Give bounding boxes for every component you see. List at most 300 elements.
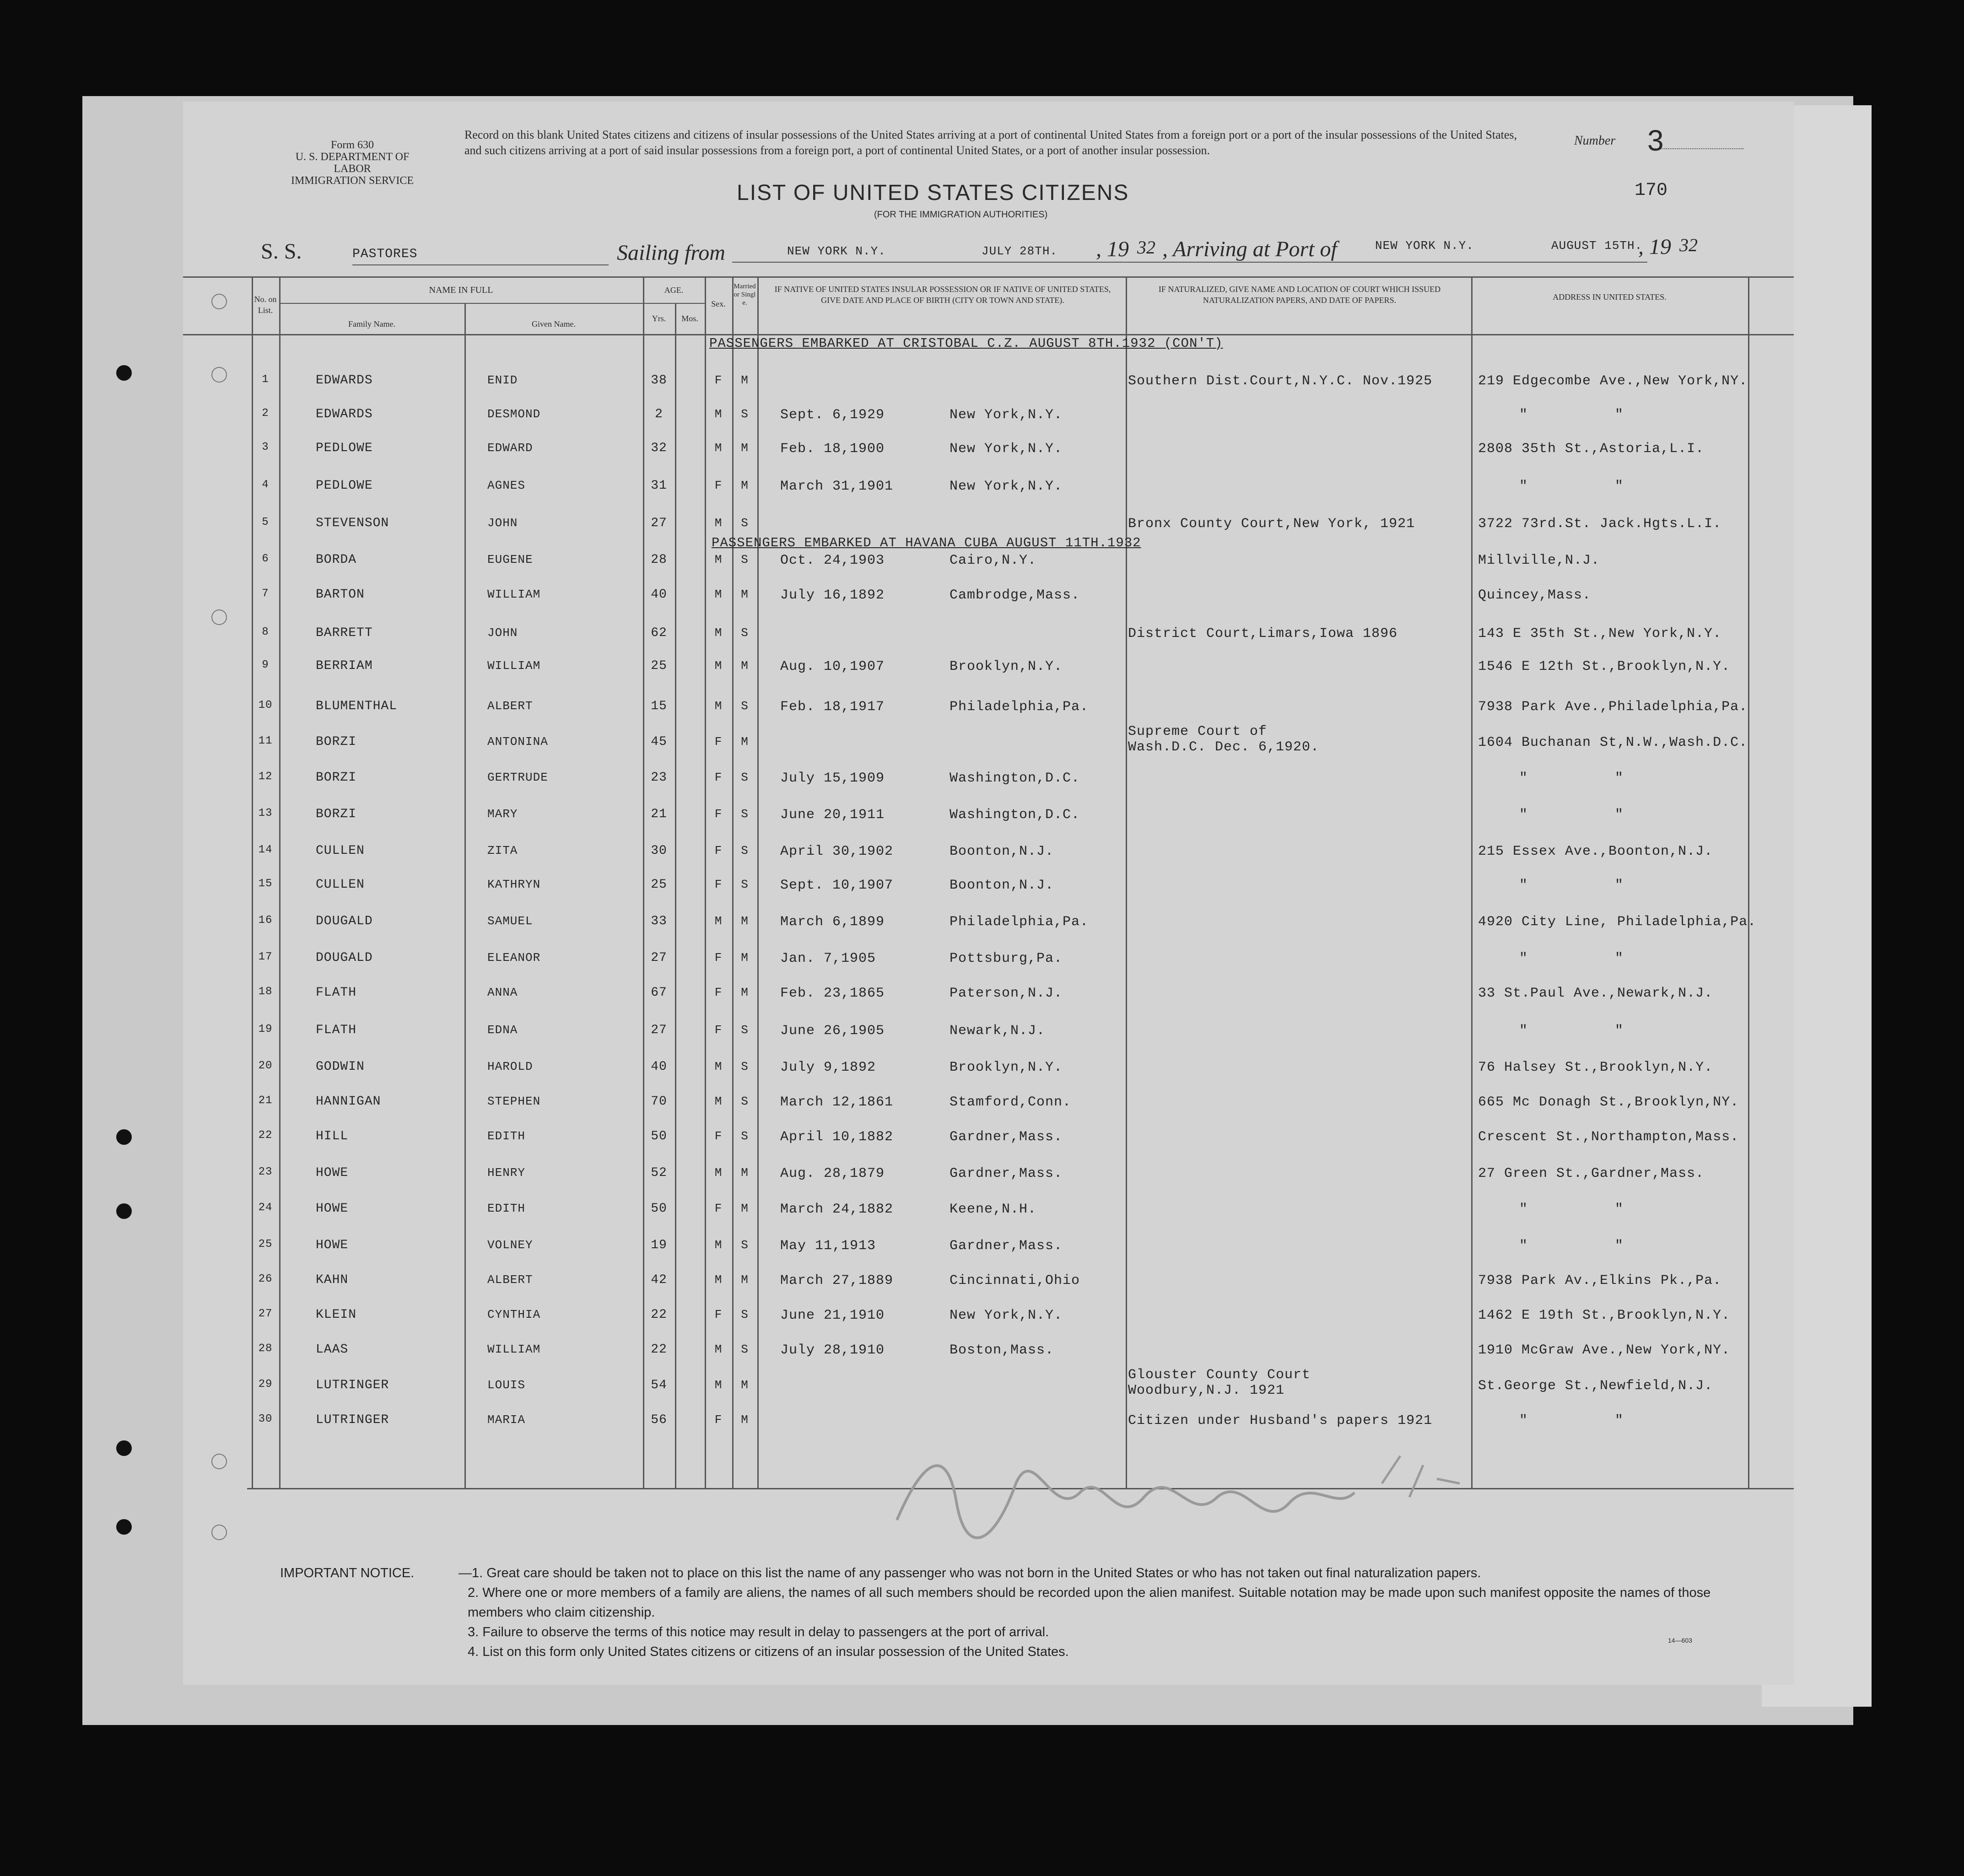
row-number: 23: [258, 1166, 273, 1178]
birth-date: Feb. 23,1865: [780, 986, 885, 1001]
birth-date: Sept. 10,1907: [780, 878, 894, 893]
row-number: 11: [258, 735, 273, 747]
age-years: 15: [651, 699, 667, 713]
col-age: AGE.: [664, 286, 684, 295]
birth-date: July 28,1910: [780, 1342, 885, 1358]
address: " ": [1519, 771, 1624, 786]
col-address: ADDRESS IN UNITED STATES.: [1553, 292, 1667, 302]
address: 1604 Buchanan St,N.W.,Wash.D.C.: [1478, 735, 1748, 750]
binder-hole: [116, 1203, 132, 1219]
marital-status: M: [741, 1166, 749, 1180]
address: Millville,N.J.: [1478, 553, 1600, 568]
marital-status: S: [741, 771, 749, 784]
family-name: CULLEN: [316, 878, 365, 892]
marital-status: M: [741, 951, 749, 965]
birth-place: Keene,N.H.: [950, 1202, 1037, 1217]
address: 215 Essex Ave.,Boonton,N.J.: [1478, 844, 1713, 859]
row-number: 27: [258, 1308, 273, 1320]
family-name: BORZI: [316, 807, 357, 821]
punch-ring: [211, 609, 227, 625]
table-row: [183, 724, 1794, 768]
punch-ring: [211, 294, 227, 309]
given-name: WILLIAM: [487, 1342, 541, 1356]
table-row: [183, 1126, 1794, 1162]
year-prefix-1: , 19: [1096, 237, 1129, 261]
marital-status: M: [741, 479, 749, 492]
table-row: [183, 512, 1794, 549]
table-row: [183, 1234, 1794, 1271]
family-name: GODWIN: [316, 1060, 365, 1074]
address: Quincey,Mass.: [1478, 588, 1592, 603]
family-name: HOWE: [316, 1202, 349, 1216]
table-row: [183, 622, 1794, 659]
address: 27 Green St.,Gardner,Mass.: [1478, 1166, 1705, 1181]
naturalization-court: District Court,Limars,Iowa 1896: [1128, 626, 1398, 642]
col-sex: Sex.: [711, 299, 726, 308]
sex: F: [714, 807, 723, 821]
sex: F: [714, 373, 723, 387]
table-row: [183, 1269, 1794, 1306]
arriving-label: , Arriving at Port of: [1162, 237, 1337, 261]
from-port: NEW YORK N.Y.: [787, 244, 886, 258]
row-number: 18: [258, 986, 273, 998]
row-number: 21: [258, 1094, 273, 1107]
naturalization-court: Glouster County Court Woodbury,N.J. 1921: [1128, 1367, 1311, 1398]
marital-status: M: [741, 1273, 749, 1287]
birth-place: New York,N.Y.: [950, 407, 1063, 423]
given-name: CYNTHIA: [487, 1308, 541, 1321]
address: 665 Mc Donagh St.,Brooklyn,NY.: [1478, 1094, 1739, 1110]
table-row: [183, 1019, 1794, 1056]
address: " ": [1519, 951, 1624, 966]
age-years: 42: [651, 1273, 667, 1287]
family-name: BORZI: [316, 735, 357, 749]
sex: M: [714, 553, 723, 566]
table-row: [183, 1339, 1794, 1375]
naturalization-court: Citizen under Husband's papers 1921: [1128, 1413, 1433, 1429]
family-name: LAAS: [316, 1342, 349, 1357]
marital-status: S: [741, 1308, 749, 1321]
sex: M: [714, 659, 723, 673]
birth-date: March 24,1882: [780, 1202, 894, 1217]
sex: F: [714, 771, 723, 784]
marital-status: M: [741, 373, 749, 387]
birth-date: Feb. 18,1917: [780, 699, 885, 715]
row-number: 1: [262, 373, 269, 386]
family-name: LUTRINGER: [316, 1413, 389, 1427]
birth-place: Washington,D.C.: [950, 807, 1080, 823]
family-name: CULLEN: [316, 844, 365, 858]
table-row: [183, 695, 1794, 732]
address: 33 St.Paul Ave.,Newark,N.J.: [1478, 986, 1713, 1001]
given-name: HAROLD: [487, 1060, 533, 1073]
birth-place: Paterson,N.J.: [950, 986, 1063, 1001]
row-number: 6: [262, 553, 269, 565]
family-name: PEDLOWE: [316, 441, 373, 455]
birth-date: April 10,1882: [780, 1129, 894, 1145]
given-name: HENRY: [487, 1166, 526, 1180]
marital-status: S: [741, 516, 749, 530]
address: 76 Halsey St.,Brooklyn,N.Y.: [1478, 1060, 1713, 1075]
family-name: BARRETT: [316, 626, 373, 640]
page-stamp: 170: [1635, 180, 1668, 201]
address: " ": [1519, 1202, 1624, 1217]
age-years: 23: [651, 771, 667, 785]
col-given-name: Given Name.: [532, 319, 576, 329]
birth-place: Philadelphia,Pa.: [950, 699, 1089, 715]
birth-date: Oct. 24,1903: [780, 553, 885, 568]
given-name: ANNA: [487, 986, 518, 999]
birth-date: Aug. 10,1907: [780, 659, 885, 674]
binder-hole: [116, 1440, 132, 1456]
binder-hole: [116, 1129, 132, 1145]
table-row: [183, 840, 1794, 877]
punch-ring: [211, 1525, 227, 1540]
address: 219 Edgecombe Ave.,New York,NY.: [1478, 373, 1748, 389]
age-years: 54: [651, 1378, 667, 1392]
age-years: 70: [651, 1094, 667, 1109]
address: " ": [1519, 479, 1624, 494]
row-number: 26: [258, 1273, 273, 1285]
sex: F: [714, 479, 723, 492]
age-years: 21: [651, 807, 667, 821]
number-value: 3: [1647, 124, 1664, 157]
to-date: AUGUST 15TH.: [1551, 239, 1643, 253]
row-number: 20: [258, 1060, 273, 1072]
age-years: 28: [651, 553, 667, 567]
form-subtitle: (FOR THE IMMIGRATION AUTHORITIES): [874, 210, 1048, 220]
sex: M: [714, 1094, 723, 1108]
table-row: [183, 1304, 1794, 1341]
given-name: EDITH: [487, 1202, 526, 1215]
birth-date: June 20,1911: [780, 807, 885, 823]
section-header-havana: PASSENGERS EMBARKED AT HAVANA CUBA AUGUST 11TH.1932: [712, 535, 1141, 550]
family-name: FLATH: [316, 986, 357, 1000]
marital-status: M: [741, 986, 749, 999]
address: 7938 Park Ave.,Philadelphia,Pa.: [1478, 699, 1748, 715]
birth-place: Pottsburg,Pa.: [950, 951, 1063, 966]
row-number: 29: [258, 1378, 273, 1391]
birth-place: Washington,D.C.: [950, 771, 1080, 786]
birth-place: Cambrodge,Mass.: [950, 588, 1080, 603]
address: 4920 City Line, Philadelphia,Pa.: [1478, 914, 1757, 930]
given-name: WILLIAM: [487, 659, 541, 673]
family-name: BORDA: [316, 553, 357, 567]
address: " ": [1519, 807, 1624, 823]
table-row: [183, 370, 1794, 406]
birth-date: June 26,1905: [780, 1023, 885, 1039]
section-header-cristobal: PASSENGERS EMBARKED AT CRISTOBAL C.Z. AUGUST 8TH.1932 (CON'T): [709, 336, 1223, 351]
sex: F: [714, 1308, 723, 1321]
table-row: [183, 1162, 1794, 1199]
notice-heading: IMPORTANT NOTICE.: [280, 1566, 415, 1580]
address: 1462 E 19th St.,Brooklyn,N.Y.: [1478, 1308, 1731, 1323]
year-1: 32: [1137, 237, 1155, 258]
given-name: ZITA: [487, 844, 518, 857]
to-port: NEW YORK N.Y.: [1375, 239, 1474, 253]
ship-underline: [352, 264, 609, 265]
col-birth: IF NATIVE OF UNITED STATES INSULAR POSSESSION OR IF NATIVE OF UNITED STATES, GIVE DATE AND PLACE OF BIRTH (CITY OR TOWN AND STATE).: [774, 285, 1111, 305]
number-underline: [1652, 147, 1743, 149]
family-name: KAHN: [316, 1273, 349, 1287]
age-years: 50: [651, 1202, 667, 1216]
col-married: Married or Single.: [734, 283, 756, 307]
given-name: JOHN: [487, 516, 518, 530]
col-family-name: Family Name.: [348, 319, 395, 329]
marital-status: S: [741, 807, 749, 821]
col-name-in-full: NAME IN FULL: [429, 285, 493, 295]
table-row: [183, 911, 1794, 947]
row-number: 28: [258, 1342, 273, 1355]
notice-item-4: 4. List on this form only United States citizens or citizens of an insular possession of the United States.: [468, 1644, 1069, 1659]
address: " ": [1519, 407, 1624, 423]
row-number: 2: [262, 407, 269, 420]
col-no: No. on List.: [254, 295, 277, 315]
given-name: VOLNEY: [487, 1238, 533, 1252]
notice-block: [280, 1563, 1744, 1662]
birth-place: Gardner,Mass.: [950, 1166, 1063, 1181]
birth-place: Newark,N.J.: [950, 1023, 1046, 1039]
naturalization-court: Bronx County Court,New York, 1921: [1128, 516, 1415, 532]
given-name: KATHRYN: [487, 878, 541, 891]
birth-date: March 27,1889: [780, 1273, 894, 1288]
family-name: DOUGALD: [316, 914, 373, 928]
subheader-rule: [279, 303, 705, 304]
punch-ring: [211, 367, 227, 383]
service: IMMIGRATION SERVICE: [291, 175, 414, 187]
naturalization-court: Supreme Court of Wash.D.C. Dec. 6,1920.: [1128, 724, 1320, 755]
form-id-block: [284, 139, 421, 187]
col-naturalized: IF NATURALIZED, GIVE NAME AND LOCATION OF COURT WHICH ISSUED NATURALIZATION PAPERS, AND DATE OF PAPERS.: [1158, 285, 1441, 305]
sex: M: [714, 1060, 723, 1073]
given-name: STEPHEN: [487, 1094, 541, 1108]
form-number: Form 630: [330, 139, 374, 151]
col-mos: Mos.: [681, 314, 698, 323]
marital-status: S: [741, 553, 749, 566]
address: 1546 E 12th St.,Brooklyn,N.Y.: [1478, 659, 1731, 674]
age-years: 22: [651, 1342, 667, 1357]
table-row: [183, 584, 1794, 620]
family-name: EDWARDS: [316, 407, 373, 421]
birth-place: New York,N.Y.: [950, 441, 1063, 457]
form-code: 14—603: [1668, 1637, 1692, 1644]
manifest-page: [183, 102, 1794, 1685]
ss-label: S. S.: [261, 239, 302, 264]
marital-status: M: [741, 441, 749, 455]
given-name: MARIA: [487, 1413, 526, 1427]
sex: M: [714, 1342, 723, 1356]
birth-date: July 15,1909: [780, 771, 885, 786]
ship-name: PASTORES: [352, 247, 418, 261]
table-row: [183, 947, 1794, 984]
marital-status: M: [741, 914, 749, 928]
marital-status: M: [741, 1413, 749, 1427]
family-name: STEVENSON: [316, 516, 389, 530]
birth-place: Brooklyn,N.Y.: [950, 659, 1063, 674]
family-name: DOUGALD: [316, 951, 373, 965]
family-name: HOWE: [316, 1166, 349, 1180]
marital-status: S: [741, 1238, 749, 1252]
sex: F: [714, 986, 723, 999]
age-years: 40: [651, 588, 667, 602]
given-name: ANTONINA: [487, 735, 548, 749]
voyage-underline: [732, 262, 1647, 263]
sex: M: [714, 914, 723, 928]
address: 1910 McGraw Ave.,New York,NY.: [1478, 1342, 1731, 1358]
address: " ": [1519, 878, 1624, 893]
given-name: WILLIAM: [487, 588, 541, 601]
family-name: BORZI: [316, 771, 357, 785]
given-name: ENID: [487, 373, 518, 387]
row-number: 22: [258, 1129, 273, 1142]
age-years: 32: [651, 441, 667, 455]
birth-place: Gardner,Mass.: [950, 1238, 1063, 1254]
row-number: 17: [258, 951, 273, 963]
marital-status: M: [741, 659, 749, 673]
sex: M: [714, 441, 723, 455]
family-name: HILL: [316, 1129, 349, 1143]
row-number: 4: [262, 479, 269, 491]
birth-place: Brooklyn,N.Y.: [950, 1060, 1063, 1075]
marital-status: S: [741, 699, 749, 713]
age-years: 67: [651, 986, 667, 1000]
marital-status: S: [741, 626, 749, 640]
birth-date: Jan. 7,1905: [780, 951, 876, 966]
family-name: KLEIN: [316, 1308, 357, 1322]
sex: M: [714, 699, 723, 713]
birth-date: March 31,1901: [780, 479, 894, 494]
year-prefix-2: , 19: [1638, 235, 1671, 259]
marital-status: S: [741, 1060, 749, 1073]
form-title: LIST OF UNITED STATES CITIZENS: [737, 181, 1129, 205]
given-name: EDNA: [487, 1023, 518, 1037]
birth-place: Stamford,Conn.: [950, 1094, 1072, 1110]
punch-ring: [211, 1454, 227, 1469]
table-row: [183, 437, 1794, 474]
sex: M: [714, 407, 723, 421]
address: 2808 35th St.,Astoria,L.I.: [1478, 441, 1705, 457]
age-years: 52: [651, 1166, 667, 1180]
address: Crescent St.,Northampton,Mass.: [1478, 1129, 1739, 1145]
age-years: 33: [651, 914, 667, 928]
family-name: BERRIAM: [316, 659, 373, 673]
marital-status: S: [741, 1129, 749, 1143]
age-years: 38: [651, 373, 667, 388]
sex: M: [714, 588, 723, 601]
table-row: [183, 475, 1794, 512]
notice-item-1: —1. Great care should be taken not to place on this list the name of any passenger who was not born in the United States or who has not taken out final naturalization papers.: [459, 1566, 1481, 1580]
table-row: [183, 1091, 1794, 1127]
family-name: LUTRINGER: [316, 1378, 389, 1392]
table-row: [183, 982, 1794, 1019]
marital-status: M: [741, 1202, 749, 1215]
sex: F: [714, 1413, 723, 1427]
birth-place: New York,N.Y.: [950, 1308, 1063, 1323]
marital-status: M: [741, 1378, 749, 1392]
row-number: 16: [258, 914, 273, 927]
birth-place: Boston,Mass.: [950, 1342, 1054, 1358]
marital-status: S: [741, 1342, 749, 1356]
given-name: EDITH: [487, 1129, 526, 1143]
table-header-rule: [183, 334, 1794, 335]
age-years: 62: [651, 626, 667, 640]
table-row: [183, 803, 1794, 840]
birth-place: New York,N.Y.: [950, 479, 1063, 494]
row-number: 19: [258, 1023, 273, 1035]
row-number: 10: [258, 699, 273, 712]
marital-status: S: [741, 407, 749, 421]
family-name: HOWE: [316, 1238, 349, 1252]
sex: M: [714, 1378, 723, 1392]
age-years: 45: [651, 735, 667, 749]
age-years: 25: [651, 659, 667, 673]
department: U. S. DEPARTMENT OF LABOR: [295, 151, 410, 175]
row-number: 13: [258, 807, 273, 819]
marital-status: S: [741, 878, 749, 891]
binder-hole: [116, 1519, 132, 1535]
row-number: 25: [258, 1238, 273, 1251]
sex: M: [714, 516, 723, 530]
col-yrs: Yrs.: [652, 314, 666, 323]
table-row: [183, 549, 1794, 586]
given-name: ALBERT: [487, 1273, 533, 1287]
signature: [888, 1429, 1538, 1566]
naturalization-court: Southern Dist.Court,N.Y.C. Nov.1925: [1128, 373, 1433, 389]
age-years: 27: [651, 951, 667, 965]
family-name: HANNIGAN: [316, 1094, 381, 1109]
birth-place: Gardner,Mass.: [950, 1129, 1063, 1145]
row-number: 9: [262, 659, 269, 671]
address: 143 E 35th St.,New York,N.Y.: [1478, 626, 1722, 642]
given-name: JOHN: [487, 626, 518, 640]
from-date: JULY 28TH.: [982, 244, 1058, 258]
birth-place: Cincinnati,Ohio: [950, 1273, 1080, 1288]
address: 3722 73rd.St. Jack.Hgts.L.I.: [1478, 516, 1722, 532]
age-years: 2: [655, 407, 663, 421]
given-name: ALBERT: [487, 699, 533, 713]
address: " ": [1519, 1238, 1624, 1254]
table-row: [183, 404, 1794, 440]
given-name: GERTRUDE: [487, 771, 548, 784]
birth-date: April 30,1902: [780, 844, 894, 859]
age-years: 19: [651, 1238, 667, 1252]
birth-place: Philadelphia,Pa.: [950, 914, 1089, 930]
table-row: [183, 767, 1794, 803]
family-name: BARTON: [316, 588, 365, 602]
row-number: 14: [258, 844, 273, 856]
sex: F: [714, 844, 723, 857]
binder-hole: [116, 365, 132, 381]
age-years: 27: [651, 516, 667, 530]
table-top-rule: [183, 276, 1794, 278]
family-name: FLATH: [316, 1023, 357, 1037]
marital-status: S: [741, 1023, 749, 1037]
row-number: 15: [258, 878, 273, 890]
age-years: 30: [651, 844, 667, 858]
birth-date: March 12,1861: [780, 1094, 894, 1110]
sex: M: [714, 626, 723, 640]
given-name: ELEANOR: [487, 951, 541, 965]
row-number: 7: [262, 588, 269, 600]
age-years: 31: [651, 479, 667, 493]
family-name: EDWARDS: [316, 373, 373, 388]
row-number: 12: [258, 771, 273, 783]
sailing-label: Sailing from: [617, 241, 725, 265]
sex: F: [714, 951, 723, 965]
address: " ": [1519, 1023, 1624, 1039]
age-years: 56: [651, 1413, 667, 1427]
birth-date: March 6,1899: [780, 914, 885, 930]
